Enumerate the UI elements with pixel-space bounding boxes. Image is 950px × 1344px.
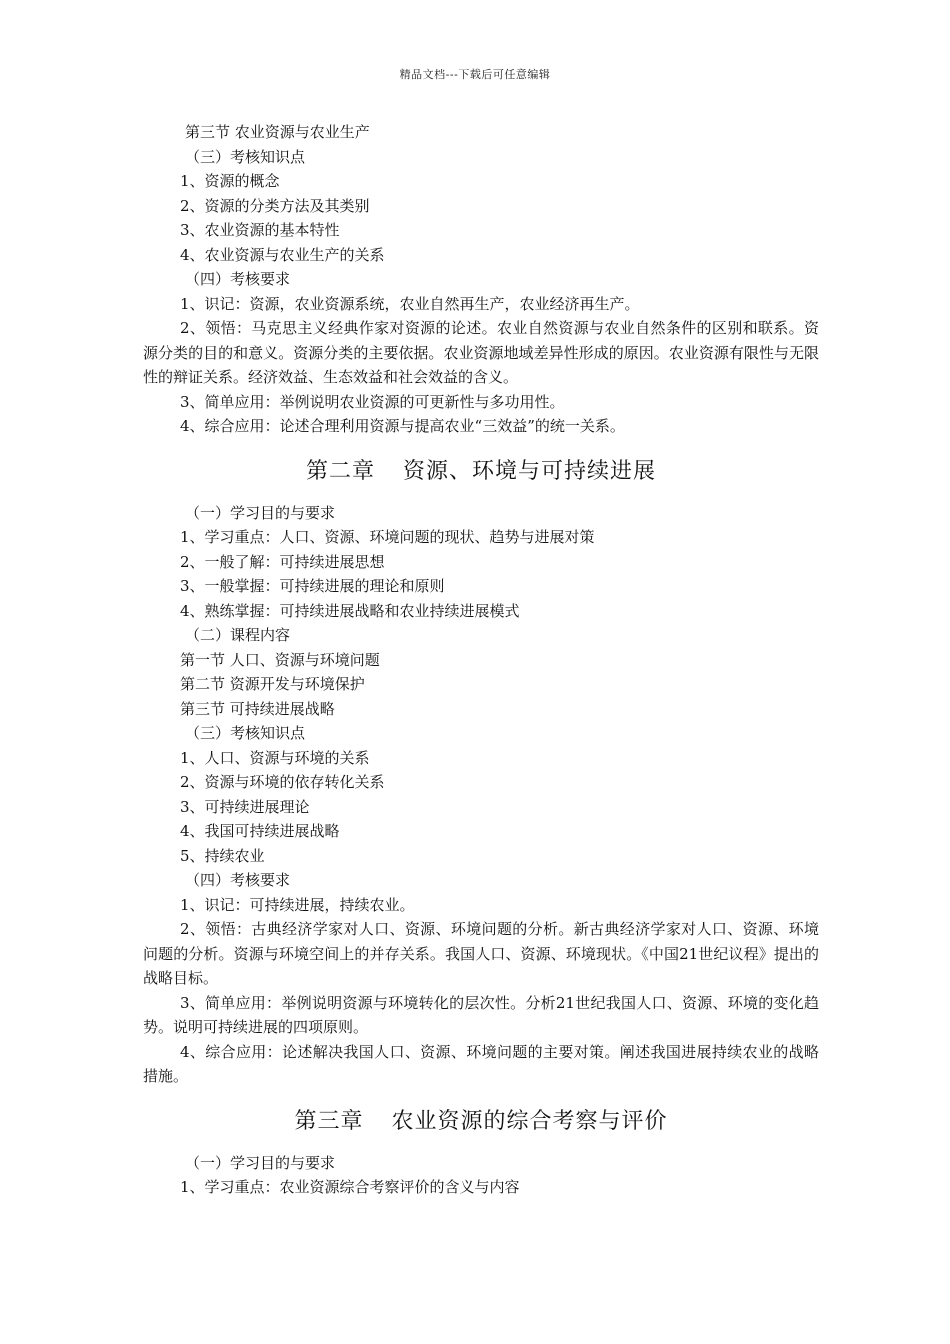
list-item: 3、农业资源的基本特性 [180, 221, 340, 239]
list-item: 4、我国可持续进展战略 [180, 822, 340, 840]
list-item: 1、识记：资源，农业资源系统，农业自然再生产，农业经济再生产。 [180, 294, 640, 313]
chapter-number: 第三章 [294, 1108, 364, 1134]
list-item: 4、农业资源与农业生产的关系 [180, 245, 385, 264]
list-item: 1、人口、资源与环境的关系 [180, 748, 370, 767]
list-item: 2、资源与环境的依存转化关系 [180, 773, 385, 791]
list-item: 1、资源的概念 [180, 172, 280, 190]
paragraph: 3、简单应用：举例说明资源与环境转化的层次性。分析21世纪我国人口、资源、环境的变化趋势。说明可持续进展的四项原则。 [143, 993, 819, 1036]
subsection-heading: （二）课程内容 [185, 626, 291, 644]
section-heading: 第三节 农业资源与农业生产 [185, 123, 370, 141]
paragraph: 4、综合应用：论述解决我国人口、资源、环境问题的主要对策。阐述我国进展持续农业的战略措施。 [143, 1042, 819, 1085]
chapter-heading [143, 1107, 819, 1137]
chapter-title: 农业资源的综合考察与评价 [391, 1108, 668, 1134]
chapter-title: 资源、环境与可持续进展 [403, 458, 657, 484]
subsection-heading: （三）考核知识点 [185, 147, 306, 166]
list-item: 1、学习重点：人口、资源、环境问题的现状、趋势与进展对策 [180, 528, 595, 546]
list-item: 4、综合应用：论述合理利用资源与提高农业“三效益”的统一关系。 [180, 417, 625, 435]
list-item: 1、识记：可持续进展，持续农业。 [180, 895, 415, 914]
section-item: 第一节 人口、资源与环境问题 [180, 650, 380, 669]
paragraph: 2、领悟：马克思主义经典作家对资源的论述。农业自然资源与农业自然条件的区别和联系。资源分类的目的和意义。资源分类的主要依据。农业资源地域差异性形成的原因。农业资源有限性与无限性的辩证关系。经济效益、生态效益和社会效益的含义。 [143, 319, 819, 386]
subsection-heading: （一）学习目的与要求 [185, 1153, 336, 1172]
list-item: 2、资源的分类方法及其类别 [180, 196, 370, 215]
page-header: 精品文档---下载后可任意编辑 [399, 68, 551, 81]
list-item: 4、熟练掌握：可持续进展战略和农业持续进展模式 [180, 601, 520, 620]
subsection-heading: （四）考核要求 [185, 871, 291, 889]
list-item: 3、一般掌握：可持续进展的理论和原则 [180, 577, 445, 595]
list-item: 5、持续农业 [180, 846, 265, 865]
section-item: 第三节 可持续进展战略 [180, 699, 335, 718]
list-item: 3、简单应用：举例说明农业资源的可更新性与多功用性。 [180, 392, 565, 411]
chapter-heading [143, 457, 819, 487]
list-item: 3、可持续进展理论 [180, 797, 310, 816]
subsection-heading: （三）考核知识点 [185, 724, 306, 742]
document-body [143, 120, 819, 1200]
section-item: 第二节 资源开发与环境保护 [180, 675, 365, 693]
subsection-heading: （一）学习目的与要求 [185, 503, 336, 522]
subsection-heading: （四）考核要求 [185, 270, 291, 288]
list-item: 2、一般了解：可持续进展思想 [180, 552, 385, 571]
list-item: 1、学习重点：农业资源综合考察评价的含义与内容 [180, 1178, 520, 1196]
paragraph: 2、领悟：古典经济学家对人口、资源、环境问题的分析。新古典经济学家对人口、资源、环境问题的分析。资源与环境空间上的并存关系。我国人口、资源、环境现状。《中国21世纪议程》提出的战略目标。 [143, 920, 819, 987]
chapter-number: 第二章 [305, 458, 375, 484]
